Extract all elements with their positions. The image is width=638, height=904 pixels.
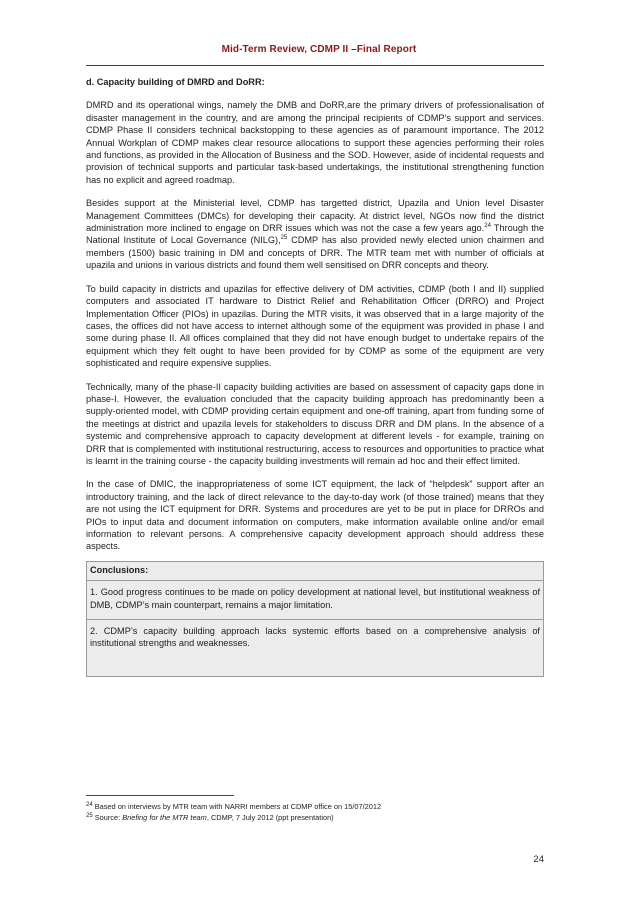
footnotes <box>86 801 544 823</box>
running-header: Mid-Term Review, CDMP II –Final Report <box>221 44 417 55</box>
footnote-text: Based on interviews by MTR team with NARRI members at CDMP office on 15/07/2012 <box>94 802 382 811</box>
paragraph-5: In the case of DMIC, the inappropriateness of some ICT equipment, the lack of “helpdesk” support after an introductory training, and the lack of direct relevance to the day-to-day work (of those trained) means that they are not using the ICT equipment for DRR. Systems and procedures are yet to be put in place for DRROs and PIOs to input data and document information on computers, make information available online and/or email information to relevant persons. A comprehensive capacity development approach should address these aspects. <box>86 479 544 552</box>
footnote-24 <box>86 801 544 812</box>
paragraph-3: To build capacity in districts and upazilas for effective delivery of DM activities, CDMP (both I and II) supplied computers and associated IT hardware to District Relief and Rehabilitation Officer (DRRO) and Project Implementation Officer (PIOs) in upazilas. During the MTR visits, it was observed that in a large majority of the cases, the offices did not have access to internet although some of the equipment was provided in phase I and some during phase II. All offices complained that they did not have enough budget to undertake repairs of the equipment which they felt ought to have been provided for by CDMP as some of the equipment are very sophisticated and require expensive supplies. <box>86 283 544 369</box>
conclusions-box <box>86 561 544 677</box>
footnote-source-detail: , CDMP, 7 July 2012 (ppt presentation) <box>206 813 334 822</box>
footnote-ref-25[interactable]: 25 <box>280 235 288 242</box>
footnote-25 <box>86 812 544 823</box>
footnote-source-title: Briefing for the MTR team <box>122 813 207 822</box>
footnote-number: 25 <box>86 812 93 819</box>
paragraph-2-part-b: Through the National Institute of Local Governance (NILG), <box>86 223 544 246</box>
page-body <box>86 76 544 677</box>
paragraph-4: Technically, many of the phase-II capacity building activities are based on assessment of capacity gaps done in phase-I. However, the evaluation concluded that the capacity building approach has predominantly been a supply-oriented model, with CDMP providing certain equipment and one-off training, apart from funding some of the meetings at district and upazila levels for stakeholders to discuss DRR and DM plans. In the absence of a systemic and comprehensive approach to capacity development at different levels - for example, training on DRR that is complemented with institutional restructuring, access to resources and opportunities to practice what is learnt in the training course - the capacity building investments will remain ad hoc and their effect limited. <box>86 381 544 466</box>
conclusion-item: 1. Good progress continues to be made on policy development at national level, but institutional weakness of DMB, CDMP’s main counterpart, remains a major limitation. <box>87 580 543 619</box>
footnote-source-label: Source: <box>94 813 123 822</box>
paragraph-1: DMRD and its operational wings, namely the DMB and DoRR,are the primary drivers of professionalisation of disaster management in the country, and are among the principal recipients of CDMP’s support and services. CDMP Phase II considers technical backstopping to these agencies as of paramount importance. The 2012 Annual Workplan of CDMP makes clear resource allocations to support these agencies performing their roles and functions, as provided in the Allocation of Business and the SOD. However, aside of incidental requests and provision of technical supports and particular task-based undertakings, the institutional strengthening function has no explicit and agreed roadmap. <box>86 100 544 185</box>
header-rule <box>86 65 544 66</box>
footnote-separator <box>86 795 234 796</box>
conclusions-title: Conclusions: <box>90 564 149 575</box>
footnote-ref-24[interactable]: 24 <box>484 223 491 229</box>
paragraph-2-part-c: CDMP has also provided newly elected union chairmen and members (1500) basic training in DM and concepts of DRR. The MTR team met with number of officials at upazila and unions in various districts and found them well sensitised on DRR concepts and theory. <box>86 235 544 271</box>
paragraph-2 <box>86 197 544 271</box>
page-number: 24 <box>533 854 544 865</box>
section-heading: d. Capacity building of DMRD and DoRR: <box>86 77 265 87</box>
conclusion-item: 2. CDMP’s capacity building approach lacks systemic efforts based on a comprehensive analysis of institutional strengths and weaknesses. <box>87 619 543 676</box>
footnote-number: 24 <box>86 801 93 808</box>
paragraph-2-part-a: Besides support at the Ministerial level, CDMP has targetted district, Upazila and Union level Disaster Management Committees (DMCs) for developing their capacity. At district level, NGOs now find the district administration more inclined to engage on DRR issues which was not the case a few years ago. <box>86 198 544 234</box>
